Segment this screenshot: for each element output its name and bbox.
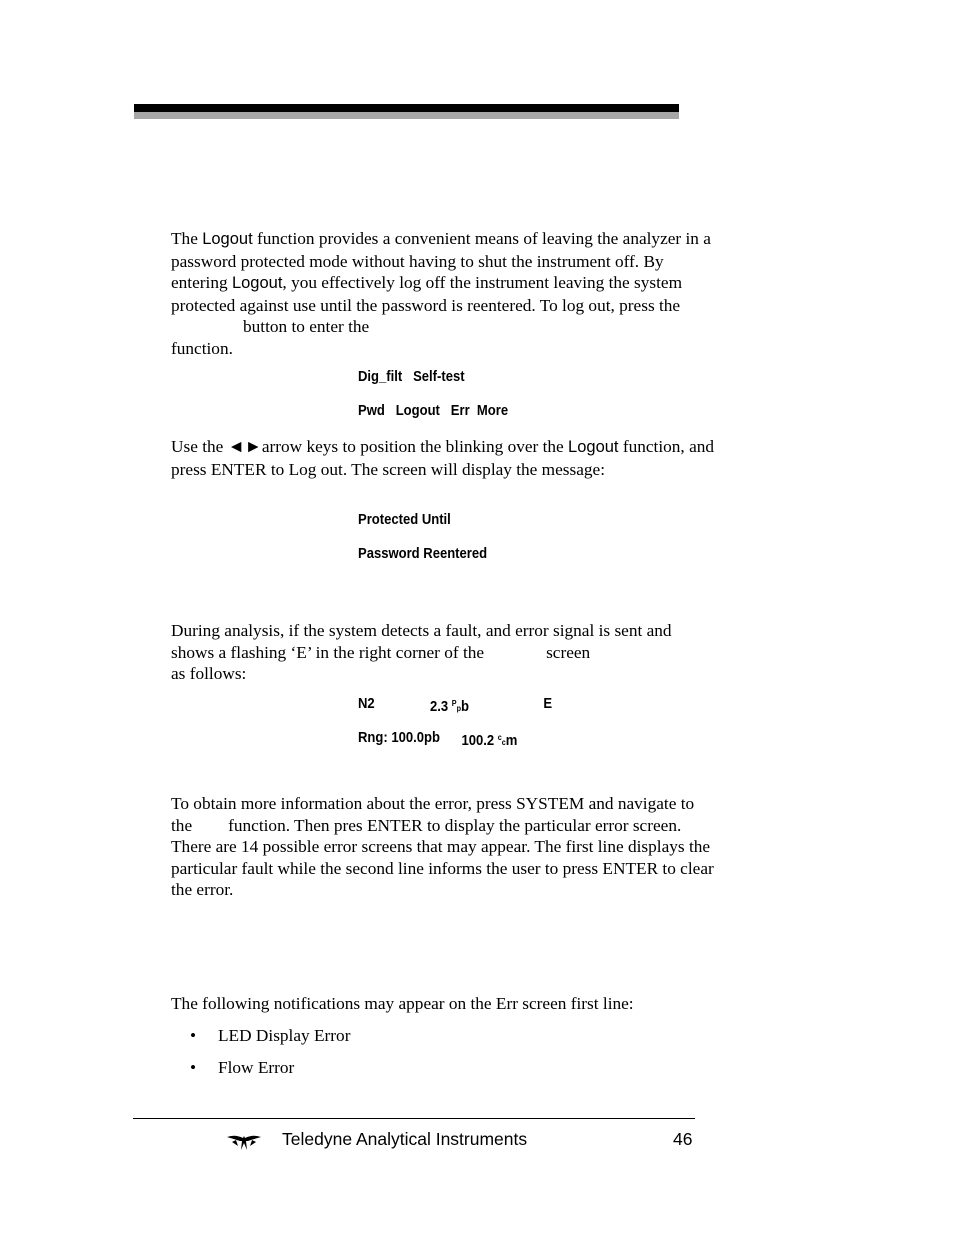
display-line: Protected Until bbox=[358, 512, 451, 528]
page-number: 46 bbox=[673, 1129, 693, 1149]
text: as follows: bbox=[171, 664, 247, 684]
text: During analysis, if the system detects a fault, and error signal is sent and shows a flashing ‘E’ in the right corner of the bbox=[171, 621, 672, 662]
unit-part: c bbox=[497, 733, 502, 742]
reading-value: 2.3 bbox=[430, 699, 452, 715]
text: button to enter the bbox=[243, 317, 370, 337]
bullet-dot: • bbox=[190, 1058, 197, 1077]
logout-paragraph bbox=[134, 228, 719, 360]
error-paragraph bbox=[134, 620, 719, 685]
bullet-text: LED Display Error bbox=[218, 1026, 351, 1045]
text: function. Then pres ENTER to display the particular error screen. There are 14 possible error screens that may appear. The first line displays the particular fault while the second line informs the user to press ENTER to clear the error. bbox=[171, 815, 714, 900]
bullet-item bbox=[190, 1057, 294, 1079]
display-line: Pwd Logout Err More bbox=[358, 403, 509, 419]
bullet-text: Flow Error bbox=[218, 1058, 295, 1077]
display-line-2 bbox=[358, 729, 518, 749]
display-line-1 bbox=[358, 695, 553, 715]
display-line: Dig_filt Self-test bbox=[358, 369, 465, 385]
logout-term: Logout bbox=[231, 274, 283, 293]
text: , you effectively log off the instrument leaving the system protected against use until the password is reentered. To log out, press the bbox=[171, 273, 683, 315]
logout-term: Logout bbox=[568, 438, 619, 456]
unit-part: m bbox=[505, 733, 518, 749]
display-line: Password Reentered bbox=[358, 546, 488, 562]
text: function, and press ENTER to Log out. The screen will display the message: bbox=[171, 437, 715, 479]
unit-part: c bbox=[501, 738, 506, 747]
text: To obtain more information about the error, press SYSTEM and navigate to the bbox=[171, 794, 695, 835]
teledyne-logo-icon bbox=[226, 1130, 262, 1152]
bullet-dot: • bbox=[190, 1026, 197, 1045]
unit-part: b bbox=[460, 699, 469, 715]
arrow-keys-paragraph bbox=[134, 436, 719, 480]
range-label: Rng: 100.0pb bbox=[358, 730, 440, 746]
text: screen bbox=[546, 642, 591, 662]
footer-company: Teledyne Analytical Instruments bbox=[282, 1129, 528, 1149]
logout-term: Logout bbox=[202, 230, 253, 248]
error-flag: E bbox=[543, 696, 553, 712]
text: The bbox=[171, 229, 203, 248]
gas-label: N2 bbox=[358, 696, 375, 712]
header-rule-black bbox=[134, 104, 679, 112]
text: function provides a convenient means of leaving the analyzer in a password protected mode without having to shut the instrument off. By entering bbox=[171, 229, 711, 293]
text: Use the ◄►arrow keys to position the blinking over the bbox=[171, 437, 569, 456]
unit-part: P bbox=[451, 699, 457, 708]
footer-rule bbox=[133, 1118, 695, 1119]
header-rule-gray bbox=[134, 112, 679, 119]
flow-value: 100.2 bbox=[461, 733, 498, 749]
unit-part: p bbox=[456, 704, 461, 713]
text: function. bbox=[171, 338, 233, 358]
bullet-item bbox=[190, 1025, 350, 1047]
notifications-intro: The following notifications may appear on the Err screen first line: bbox=[171, 994, 634, 1013]
more-info-paragraph bbox=[134, 793, 719, 901]
